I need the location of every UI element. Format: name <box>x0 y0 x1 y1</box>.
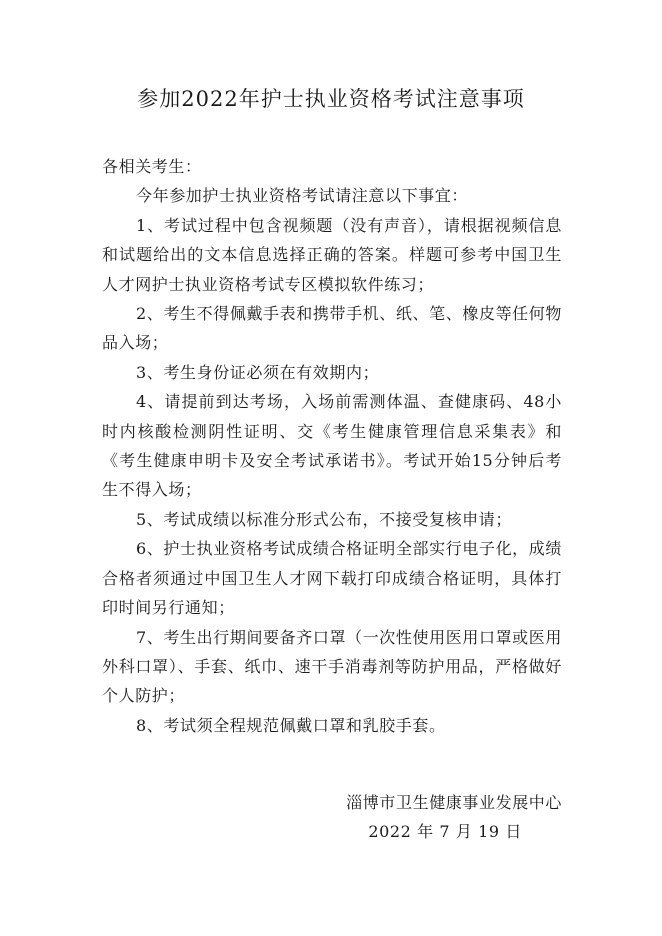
notice-item-7: 7、考生出行期间要备齐口罩（一次性使用医用口罩或医用外科口罩）、手套、纸巾、速干手消毒剂等防护用品，严格做好个人防护； <box>102 627 562 706</box>
notice-item-3: 3、考生身份证必须在有效期内； <box>136 362 380 382</box>
notice-item-5: 5、考试成绩以标准分形式公布，不接受复核申请； <box>136 509 512 529</box>
notice-item-2: 2、考生不得佩戴手表和携带手机、纸、笔、橡皮等任何物品入场； <box>102 304 562 353</box>
notice-item-4: 4、请提前到达考场，入场前需测体温、查健康码、48小时内核酸检测阴性证明、交《考生健康管理信息采集表》和《考生健康申明卡及安全考试承诺书》。考试开始15分钟后考生不得入场； <box>102 392 562 500</box>
notice-item-1: 1、考试过程中包含视频题（没有声音），请根据视频信息和试题给出的文本信息选择正确的答案。样题可参考中国卫生人才网护士执业资格考试专区模拟软件练习； <box>102 215 562 294</box>
salutation: 各相关考生： <box>102 157 202 176</box>
document-title: 参加2022年护士执业资格考试注意事项 <box>137 87 525 111</box>
signature-date: 2022 年 7 月 19 日 <box>368 822 522 841</box>
signature-organization: 淄博市卫生健康事业发展中心 <box>346 793 562 812</box>
document-body <box>102 152 562 740</box>
notice-item-8: 8、考试须全程规范佩戴口罩和乳胶手套。 <box>136 715 446 735</box>
intro-paragraph: 今年参加护士执业资格考试请注意以下事宜： <box>136 186 469 206</box>
notice-item-6: 6、护士执业资格考试成绩合格证明全部实行电子化，成绩合格者须通过中国卫生人才网下载打印成绩合格证明，具体打印时间另行通知； <box>102 539 562 618</box>
